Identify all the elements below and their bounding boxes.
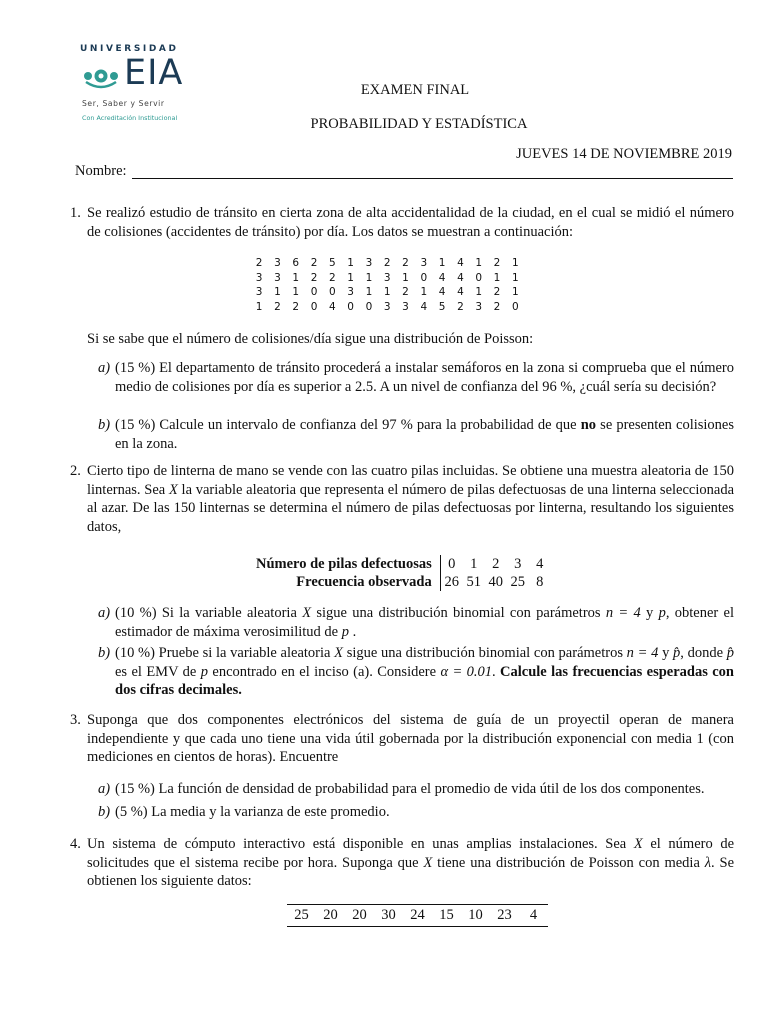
table-cell: 3 — [347, 286, 354, 299]
defective-batteries-table — [252, 555, 551, 591]
requests-data-table — [287, 904, 548, 927]
question-number: 1. — [70, 205, 81, 221]
table-cell: 3 — [514, 555, 522, 572]
emphasis-instruction: Calcule las frecuencias esperadas con dos cifras decimales. — [115, 663, 734, 698]
table-cell: 0 — [420, 271, 428, 284]
table-cell: 23 — [497, 907, 512, 923]
subitem-text: (15 %) La función de densidad de probabilidad para el promedio de vida útil de los dos componentes. — [115, 781, 705, 797]
table-cell: 2 — [493, 286, 501, 299]
table-cell: 0 — [328, 286, 336, 299]
question-text: Suponga que dos componentes electrónicos del sistema de guía de un proyectil operan de manera independiente y que cada uno tiene una vida útil gobernada por la distribución exponencial con media 1 (con mediciones en cientos de horas). Encuentre — [87, 712, 734, 765]
table-cell: 1 — [402, 271, 409, 284]
table-cell: 0 — [310, 286, 318, 299]
subitem-label: b) — [98, 804, 111, 820]
table-cell: 2 — [402, 257, 409, 270]
table-cell: 51 — [466, 573, 481, 590]
table-cell: 26 — [444, 573, 459, 590]
table-row — [250, 271, 524, 286]
table-cell: 4 — [438, 286, 446, 299]
table-cell: 1 — [511, 257, 519, 270]
table-cell: 0 — [310, 300, 318, 313]
question-4 — [70, 835, 734, 891]
subitem-text: (10 %) Pruebe si la variable aleatoria X sigue una distribución binomial con parámetros n = 4 y p̂, donde p̂ es el EMV de p encontrado en el inciso (a). Considere α = 0.01. Calcule las frecuencias esperadas con dos cifras decimales. — [115, 645, 734, 698]
table-cell: 2 — [493, 257, 501, 270]
table-cell: 3 — [255, 286, 263, 299]
table-cell: 2 — [492, 555, 500, 572]
table-cell: 5 — [328, 257, 336, 270]
subitem-label: a) — [98, 605, 111, 621]
table-cell: 0 — [365, 300, 373, 313]
table-cell: 10 — [468, 907, 483, 923]
table-cell: 1 — [347, 271, 354, 284]
question-3 — [70, 711, 734, 767]
table-row — [250, 285, 524, 300]
collisions-data-table — [250, 256, 524, 314]
table-cell: 30 — [381, 907, 396, 923]
table-cell: 4 — [457, 257, 464, 270]
table-cell: 3 — [383, 271, 391, 284]
table-cell: 24 — [410, 907, 425, 923]
table-cell: 15 — [439, 907, 454, 923]
table-cell: 0 — [448, 555, 456, 572]
logo-tagline: Ser, Saber y Servir — [82, 99, 165, 108]
table-cell: 1 — [365, 271, 373, 284]
question-2 — [70, 462, 734, 536]
table-cell: 1 — [292, 286, 300, 299]
table-cell: 4 — [457, 271, 464, 284]
table-cell: 1 — [493, 271, 501, 284]
table-cell: 3 — [402, 300, 409, 313]
table-row — [252, 573, 551, 591]
table-cell: 4 — [328, 300, 336, 313]
question-text: Un sistema de cómputo interactivo está disponible en unas amplias instalaciones. Sea X el número de solicitudes que el sistema recibe por hora. Suponga que X tiene una distribución de Poisson con media λ. Se obtienen los siguiente datos: — [87, 836, 735, 889]
logo-name: EIA — [124, 53, 184, 93]
table-cell: 0 — [511, 300, 519, 313]
table-cell: 2 — [255, 257, 263, 270]
question-number: 2. — [70, 463, 81, 479]
table-cell: 1 — [420, 286, 428, 299]
name-label: Nombre: — [75, 163, 127, 179]
table-cell: 25 — [510, 573, 525, 590]
table-cell: 2 — [310, 271, 318, 284]
question-text: Se realizó estudio de tránsito en cierta zona de alta accidentalidad de la ciudad, en el cual se midió el número de colisiones (accidentes de tránsito) por día. Los datos se muestran a continuación: — [87, 205, 734, 240]
table-cell: 3 — [274, 257, 281, 270]
table-cell: 1 — [255, 300, 263, 313]
table-cell: 40 — [488, 573, 503, 590]
name-field-line[interactable] — [132, 178, 733, 179]
table-cell: 1 — [475, 257, 483, 270]
table-cell: 2 — [310, 257, 318, 270]
table-cell: 1 — [383, 286, 391, 299]
table-cell: 2 — [274, 300, 281, 313]
table-cell: 1 — [347, 257, 354, 270]
table-row — [252, 555, 551, 573]
subitem-label: b) — [98, 645, 111, 661]
question-intro-text: Si se sabe que el número de colisiones/día sigue una distribución de Poisson: — [87, 331, 534, 347]
table-cell: 2 — [493, 300, 501, 313]
table-cell: 4 — [438, 271, 446, 284]
table-cell: 3 — [365, 257, 373, 270]
table-cell: 3 — [255, 271, 263, 284]
table-cell: 25 — [294, 907, 309, 923]
emphasis-no: no — [580, 417, 597, 433]
logo-accreditation: Con Acreditación Institucional — [82, 114, 178, 122]
table-cell: 0 — [347, 300, 354, 313]
exam-title: EXAMEN FINAL — [360, 82, 470, 98]
table-cell: 4 — [529, 907, 538, 923]
question-text: Cierto tipo de linterna de mano se vende con las cuatro pilas incluidas. Se obtiene una muestra aleatoria de 150 linternas. Sea X la variable aleatoria que representa el número de pilas defectuosas de una linterna seleccionada al azar. De las 150 linternas se determina el número de pilas defectuosas por linterna, resultando los siguientes datos, — [87, 463, 735, 535]
table-header-cell: Frecuencia observada — [252, 573, 440, 591]
table-cell: 8 — [536, 573, 544, 590]
logo-university-text: UNIVERSIDAD — [80, 44, 179, 54]
table-cell: 3 — [420, 257, 428, 270]
table-cell: 6 — [292, 257, 300, 270]
subitem-label: a) — [98, 360, 111, 376]
table-cell: 2 — [457, 300, 464, 313]
table-cell: 1 — [475, 286, 483, 299]
subitem-label: a) — [98, 781, 111, 797]
subitem-text: (5 %) La media y la varianza de este promedio. — [115, 804, 390, 820]
table-cell: 4 — [457, 286, 464, 299]
table-row — [250, 256, 524, 271]
table-cell: 1 — [292, 271, 300, 284]
table-cell: 1 — [511, 271, 519, 284]
table-cell: 4 — [536, 555, 544, 572]
table-cell: 2 — [328, 271, 336, 284]
table-row — [250, 300, 524, 315]
question-1-intro — [70, 330, 734, 349]
subitem-text: (10 %) Si la variable aleatoria X sigue una distribución binomial con parámetros n = 4 y p, obtener el estimador de máxima verosimilitud de p . — [115, 605, 734, 640]
table-cell: 20 — [323, 907, 338, 923]
table-cell: 5 — [438, 300, 446, 313]
table-header-cell: Número de pilas defectuosas — [252, 555, 440, 573]
table-cell: 1 — [274, 286, 281, 299]
table-cell: 2 — [383, 257, 391, 270]
question-1 — [70, 204, 734, 241]
table-cell: 0 — [475, 271, 483, 284]
subitem-text: (15 %) El departamento de tránsito procederá a instalar semáforos en la zona si comprueba que el número medio de colisiones por día es superior a 2.5. A un nivel de confianza del 96 %, ¿cuál sería su decisión? — [115, 360, 734, 395]
table-cell: 3 — [475, 300, 483, 313]
table-cell: 1 — [470, 555, 478, 572]
question-number: 3. — [70, 712, 81, 728]
exam-date: JUEVES 14 DE NOVIEMBRE 2019 — [516, 146, 732, 162]
table-row — [287, 905, 548, 927]
table-cell: 20 — [352, 907, 367, 923]
table-cell: 1 — [365, 286, 373, 299]
subject-title: PROBABILIDAD Y ESTADÍSTICA — [310, 116, 528, 132]
table-cell: 1 — [511, 286, 519, 299]
subitem-label: b) — [98, 417, 111, 433]
table-cell: 4 — [420, 300, 428, 313]
table-cell: 3 — [383, 300, 391, 313]
table-cell: 1 — [438, 257, 446, 270]
table-cell: 2 — [402, 286, 409, 299]
question-number: 4. — [70, 836, 81, 852]
table-cell: 3 — [274, 271, 281, 284]
table-cell: 2 — [292, 300, 300, 313]
subitem-text: (15 %) Calcule un intervalo de confianza del 97 % para la probabilidad de que no se presenten colisiones en la zona. — [115, 417, 735, 452]
